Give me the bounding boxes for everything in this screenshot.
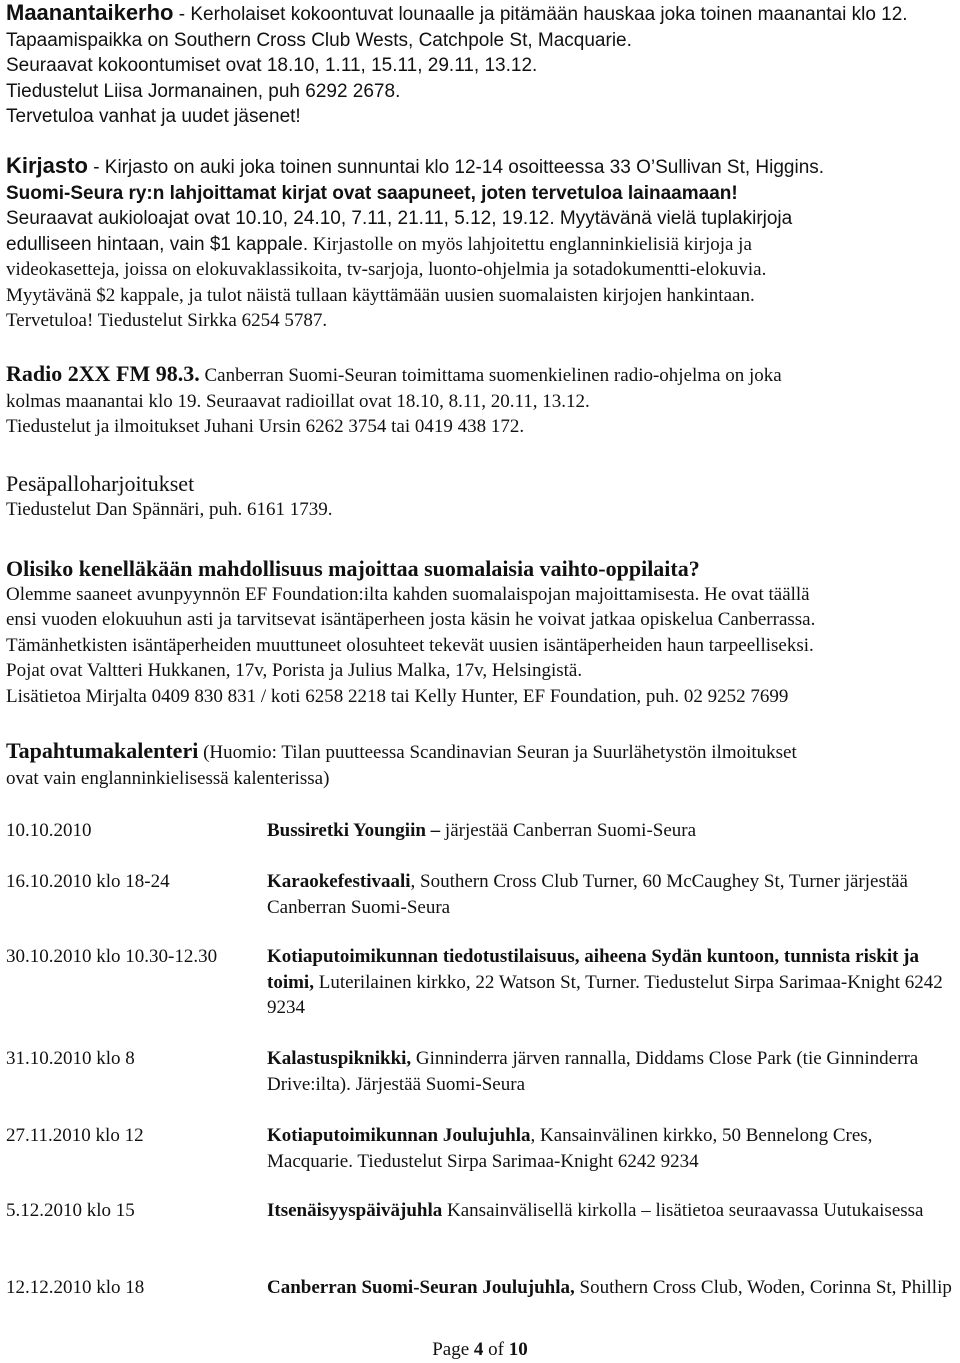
kirjasto-line-3: Seuraavat aukioloajat ovat 10.10, 24.10, 7.11, 21.11, 5.12, 19.12. (6, 208, 555, 229)
footer-mid: of (483, 1339, 509, 1360)
maanantaikerho-line-2: Tapaamispaikka on Southern Cross Club Wests, Catchpole St, Macquarie. (6, 29, 632, 51)
event-details: , Southern Cross Club Turner, 60 McCaughey St, Turner järjestää Canberran Suomi-Seura (267, 871, 908, 918)
event-date: 27.11.2010 klo 12 (6, 1125, 144, 1146)
kalenteri-note-1: (Huomio: Tilan puutteessa Scandinavian Seuran ja Suurlähetystön ilmoitukset (198, 742, 797, 763)
event-details: Luterilainen kirkko, 22 Watson St, Turner. Tiedustelut Sirpa Sarimaa-Knight 6242 9234 (267, 971, 943, 1018)
event-date: 5.12.2010 klo 15 (6, 1200, 135, 1221)
footer-page-number: 4 (473, 1339, 484, 1360)
kirjasto-line-1: - Kirjasto on auki joka toinen sunnuntai klo 12-14 osoitteessa 33 O’Sullivan St, Higgins. (87, 157, 825, 178)
kirjasto-line-3b: Myytävänä vielä tuplakirjoja (554, 208, 793, 229)
event-details: Ginninderra järven rannalla, Diddams Close Park (tie Ginninderra Drive:ilta). Järjestää Suomi-Seura (267, 1048, 919, 1095)
radio-line-2: kolmas maanantai klo 19. Seuraavat radioillat ovat 18.10, 8.11, 20.11, 13.12. (6, 390, 590, 412)
vaihto-line-2: ensi vuoden elokuuhun asti ja tarvitsevat isäntäperheen josta käsin he voivat jatkaa opiskelua Canberrassa. (6, 609, 816, 630)
event-title: Bussiretki Youngiin – (267, 820, 445, 841)
event-details: järjestää Canberran Suomi-Seura (444, 820, 697, 841)
vaihto-line-5: Lisätietoa Mirjalta 0409 830 831 / koti 6258 2218 tai Kelly Hunter, EF Foundation, puh. 02 9252 7699 (6, 685, 789, 707)
section-vaihto-oppilaat (6, 556, 951, 709)
event-date: 30.10.2010 klo 10.30-12.30 (6, 946, 218, 967)
kirjasto-line-4a: edulliseen hintaan, vain $1 kappale. (6, 233, 309, 255)
kirjasto-line-4b: Kirjastolle on myös lahjoitettu englanninkielisiä kirjoja ja (308, 233, 752, 255)
event-title: Kotiaputoimikunnan tiedotustilaisuus, aiheena Sydän kuntoon, tunnista riskit ja toimi, (267, 946, 920, 993)
event-details: , Kansainvälinen kirkko, 50 Bennelong Cres, Macquarie. Tiedustelut Sirpa Sarimaa-Knight 6242 9234 (267, 1125, 873, 1172)
footer-page-total: 10 (508, 1339, 528, 1360)
vaihto-line-1: Olemme saaneet avunpyynnön EF Foundation:ilta kahden suomalaispojan majoittamisesta. He ovat täällä (6, 583, 810, 605)
radio-line-3: Tiedustelut ja ilmoitukset Juhani Ursin 6262 3754 tai 0419 438 172. (6, 416, 525, 437)
section-radio (6, 361, 951, 440)
maanantaikerho-line-3: Seuraavat kokoontumiset ovat 18.10, 1.11, 15.11, 29.11, 13.12. (6, 55, 538, 76)
page-footer (0, 1337, 960, 1363)
kirjasto-line-6: Myytävänä $2 kappale, ja tulot näistä tullaan käyttämään uusien suomalaisten kirjojen hankintaan. (6, 284, 755, 306)
kirjasto-line-7: Tervetuloa! Tiedustelut Sirkka 6254 5787. (6, 310, 328, 331)
event-date: 12.12.2010 klo 18 (6, 1277, 145, 1298)
kirjasto-line-2: Suomi-Seura ry:n lahjoittamat kirjat ovat saapuneet, joten tervetuloa lainaamaan! (6, 182, 738, 204)
vaihto-heading: Olisiko kenelläkään mahdollisuus majoittaa suomalaisia vaihto-oppilaita? (6, 556, 700, 581)
pesapallo-line-1: Tiedustelut Dan Spännäri, puh. 6161 1739. (6, 498, 333, 520)
footer-prefix: Page (432, 1339, 474, 1360)
section-pesapallo (6, 471, 951, 522)
kalenteri-note-2: ovat vain englanninkielisessä kalenterissa) (6, 767, 330, 789)
maanantaikerho-line-4: Tiedustelut Liisa Jormanainen, puh 6292 2678. (6, 80, 401, 102)
event-title: Canberran Suomi-Seuran Joulujuhla, (267, 1277, 575, 1298)
maanantaikerho-heading: Maanantaikerho (6, 0, 174, 25)
maanantaikerho-line-1: - Kerholaiset kokoontuvat lounaalle ja pitämään hauskaa joka toinen maanantai klo 12. (173, 4, 908, 25)
event-details: Southern Cross Club, Woden, Corinna St, Phillip (574, 1277, 952, 1298)
vaihto-line-4: Pojat ovat Valtteri Hukkanen, 17v, Porista ja Julius Malka, 17v, Helsingistä. (6, 660, 583, 681)
section-kirjasto (6, 153, 951, 334)
event-date: 16.10.2010 klo 18-24 (6, 871, 170, 892)
kalenteri-heading: Tapahtumakalenteri (6, 738, 199, 763)
event-title: Kalastuspiknikki, (267, 1048, 412, 1069)
event-details: Kansainvälisellä kirkolla – lisätietoa seuraavassa Uutukaisessa (442, 1200, 924, 1221)
event-date: 31.10.2010 klo 8 (6, 1048, 135, 1069)
event-title: Itsenäisyyspäiväjuhla (267, 1200, 443, 1221)
kirjasto-line-5: videokasetteja, joissa on elokuvaklassikoita, tv-sarjoja, luonto-ohjelmia ja sotadokumentti-elokuvia. (6, 259, 767, 280)
radio-heading: Radio 2XX FM 98.3. (6, 361, 200, 386)
radio-line-1: Canberran Suomi-Seuran toimittama suomenkielinen radio-ohjelma on joka (199, 365, 782, 386)
section-maanantaikerho (6, 0, 951, 130)
pesapallo-heading: Pesäpalloharjoitukset (6, 471, 195, 496)
event-title: Karaokefestivaali (267, 871, 411, 892)
event-title: Kotiaputoimikunnan Joulujuhla (267, 1125, 531, 1146)
vaihto-line-3: Tämänhetkisten isäntäperheiden muuttuneet olosuhteet tekevät uusien isäntäperheiden haun tarpeelliseksi. (6, 634, 814, 656)
event-date: 10.10.2010 (6, 820, 92, 841)
section-tapahtumakalenteri (6, 738, 951, 791)
maanantaikerho-line-5: Tervetuloa vanhat ja uudet jäsenet! (6, 106, 301, 127)
kirjasto-heading: Kirjasto (6, 153, 88, 178)
